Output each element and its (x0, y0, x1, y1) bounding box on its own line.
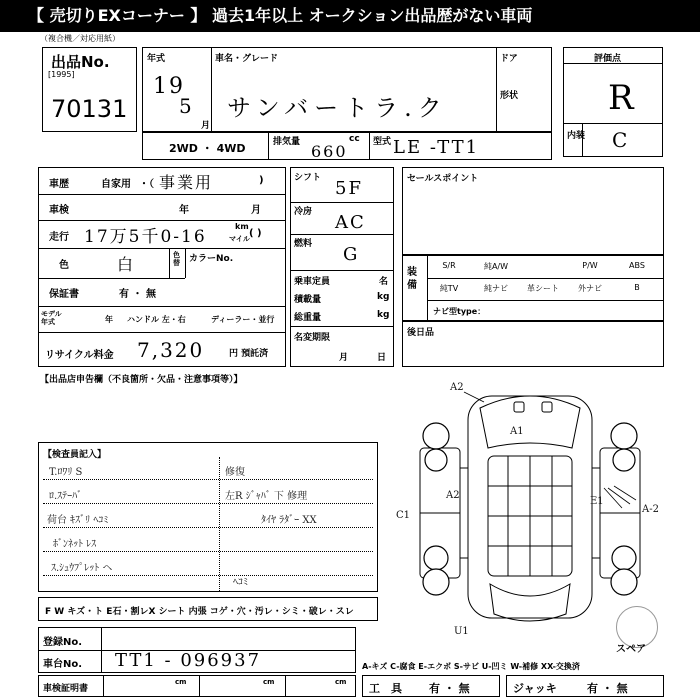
mark-a2-left: A2 (446, 490, 460, 501)
equipment-box (402, 255, 664, 321)
tool-box (362, 675, 500, 697)
mech-block (290, 167, 394, 367)
model-year-label: モデル年式 (41, 310, 62, 326)
inspector-note-5: ｽ.ｼｭｳﾌﾟﾚｯﾄ ヘ (51, 563, 113, 574)
certificate-label: 車検証明書 (43, 684, 89, 694)
year-label: 年式 (147, 54, 166, 64)
month-value: 5 (179, 94, 194, 118)
model-label: 型式 (373, 137, 392, 147)
lot-number: 70131 (51, 95, 128, 123)
equipment-row2-item-1: 純TV (439, 284, 459, 293)
door-label: ドア (500, 54, 518, 64)
recycle-label: リサイクル料金 (45, 350, 114, 361)
handle-option: ハンドル 左・右 (127, 315, 186, 324)
vehicle-box (142, 47, 552, 132)
displacement-unit: cc (349, 134, 360, 144)
warranty-value: 有 ・ 無 (119, 289, 156, 300)
riders-label: 乗車定員 (294, 277, 331, 287)
model-year-unit: 年 (105, 315, 113, 324)
inspector-note-4: ﾎﾞﾝﾈｯﾄ ﾚｽ (53, 539, 97, 550)
inspector-note-8: ﾀｲﾔ ﾗﾀﾞｰ XX (261, 515, 317, 526)
inspector-note-1: T.ﾛﾜﾘ S (49, 467, 83, 478)
equipment-row2-item-4: 外ナビ (578, 284, 602, 293)
fuel-hand: G (343, 244, 360, 265)
after-day-box (402, 321, 664, 367)
load-label: 積載量 (294, 295, 322, 305)
equipment-row2-item-2: 純ナビ (484, 284, 508, 293)
color-change-label: 色替 (173, 251, 180, 267)
history-option2: ・（ (139, 179, 154, 190)
score-label: 評価点 (594, 54, 622, 64)
drive-label: 2WD ・ 4WD (169, 142, 246, 155)
model-value: LE -TT1 (393, 137, 480, 158)
displacement-value: 660 (311, 142, 348, 161)
gross-unit: kg (377, 310, 390, 320)
certificate-cm-2: cm (263, 678, 275, 686)
inspector-note-9: ﾍｺﾐ (233, 577, 248, 588)
mileage-km: km (235, 222, 249, 231)
mark-a1: A1 (510, 426, 524, 437)
banner-title: 【 売切りEXコーナー 】 過去1年以上 オークション出品歴がない車両 (0, 0, 700, 32)
name-change-day: 日 (377, 353, 387, 363)
mileage-mile: マイル (229, 235, 250, 243)
jack-value: 有 ・ 無 (587, 682, 628, 695)
jack-box (506, 675, 664, 697)
history-hand: 事業用 (159, 173, 214, 192)
color-label: 色 (59, 260, 69, 271)
shift-label: シフト (294, 173, 322, 183)
damage-legend-bar (38, 597, 378, 621)
equipment-row1-item-4: P/W (582, 261, 598, 270)
inspection-year: 年 (179, 205, 189, 216)
fuel-label: 燃料 (294, 239, 313, 249)
month-unit: 月 (201, 121, 211, 131)
name-change-month: 月 (339, 353, 349, 363)
car-damage-diagram (390, 378, 680, 648)
interior-label: 内装 (567, 131, 586, 141)
sales-point-box (402, 167, 664, 255)
mark-e1: E1 (590, 496, 604, 507)
inspector-note-2: ﾛ.ｽﾃｰﾊﾞ (49, 491, 83, 502)
name-change-label: 名変期限 (294, 333, 331, 343)
score-value: R (608, 78, 636, 118)
navi-type-label: ナビ型type： (433, 307, 486, 316)
warranty-label: 保証書 (49, 289, 79, 300)
displacement-label: 排気量 (273, 137, 301, 147)
score-box (563, 47, 663, 157)
registration-label: 登録No. (43, 637, 83, 648)
shift-hand: 5F (335, 178, 363, 199)
after-day-label: 後日品 (407, 328, 435, 338)
colorno-label: カラーNo. (189, 254, 234, 264)
shape-label: 形状 (500, 91, 519, 101)
recycle-unit: 円 預託済 (229, 349, 269, 359)
load-unit: kg (377, 292, 390, 302)
chassis-label: 車台No. (43, 659, 83, 670)
sales-point-label: セールスポイント (407, 174, 479, 184)
mileage-paren: ( ) (249, 228, 262, 239)
carname-label: 車名・グレード (215, 54, 279, 64)
year-value: 19 (153, 74, 185, 99)
carname-value: サンバートラ.ク (227, 94, 448, 122)
spec-row (142, 132, 552, 160)
equipment-row1-item-1: S/R (442, 261, 456, 270)
inspector-note-3: 荷台 ｷｽﾞﾘ ﾍｺﾐ (47, 515, 109, 526)
jack-label: ジャッキ (513, 682, 557, 695)
inspection-month: 月 (251, 205, 261, 216)
spare-label: スペア (616, 644, 646, 655)
equipment-row1-item-2: 純A/W (483, 262, 509, 271)
lot-label: 出品No. (51, 53, 110, 71)
lot-small: [1995] (48, 70, 75, 79)
color-hand: 白 (117, 255, 136, 274)
corner-note: （複合機／対応用紙） (40, 34, 120, 43)
certificate-cm-3: cm (335, 678, 347, 686)
lot-box (42, 47, 137, 132)
history-close: ) (259, 175, 264, 186)
interior-value: C (612, 128, 630, 152)
history-option1: 自家用 (101, 179, 131, 190)
riders-unit: 名 (379, 277, 389, 287)
equipment-row2-item-3: 革シート (527, 284, 559, 293)
recycle-hand: 7,320 (137, 338, 205, 362)
seller-note-header: 【出品店申告欄（不良箇所・欠品・注意事項等）】 (40, 375, 243, 385)
dealer-option: ディーラー・並行 (211, 315, 275, 324)
mileage-hand: 17万5千0-16 (84, 227, 207, 247)
inspector-note-6: 修復 (225, 467, 245, 478)
inspector-note-7: 左R ｼﾞｬﾊﾞ 下 修理 (225, 491, 308, 502)
certificate-box (38, 675, 356, 697)
aircon-hand: AC (335, 212, 366, 233)
mark-c1: C1 (396, 510, 411, 521)
equipment-row2-item-5: B (634, 283, 640, 292)
mark-a2-right: A-2 (642, 504, 659, 515)
equipment-label: 装備 (407, 267, 417, 291)
gross-label: 総重量 (294, 313, 322, 323)
history-block (38, 167, 286, 367)
mark-a2-top: A2 (450, 382, 464, 393)
equipment-row1-item-5: ABS (629, 261, 645, 270)
registration-box (38, 627, 356, 673)
damage-codes: A-キズ C-腐食 E-エクボ S-サビ U-凹ミ W-補修 XX-交換済 (362, 662, 580, 671)
mark-u1: U1 (454, 626, 469, 637)
history-label: 車歴 (49, 179, 69, 190)
inspector-box (38, 442, 378, 592)
aircon-label: 冷房 (294, 207, 313, 217)
tool-value: 有 ・ 無 (429, 682, 470, 695)
mileage-label: 走行 (49, 232, 69, 243)
inspection-label: 車検 (49, 205, 69, 216)
certificate-cm-1: cm (175, 678, 187, 686)
tool-label: 工 具 (369, 682, 402, 695)
inspector-header: 【検査員記入】 (43, 450, 107, 460)
damage-legend-text: F W キズ・ト E石・割レX シート 内張 コゲ・穴・汚レ・シミ・破レ・スレ (45, 607, 354, 617)
chassis-hand: TT1 - 096937 (115, 650, 262, 671)
